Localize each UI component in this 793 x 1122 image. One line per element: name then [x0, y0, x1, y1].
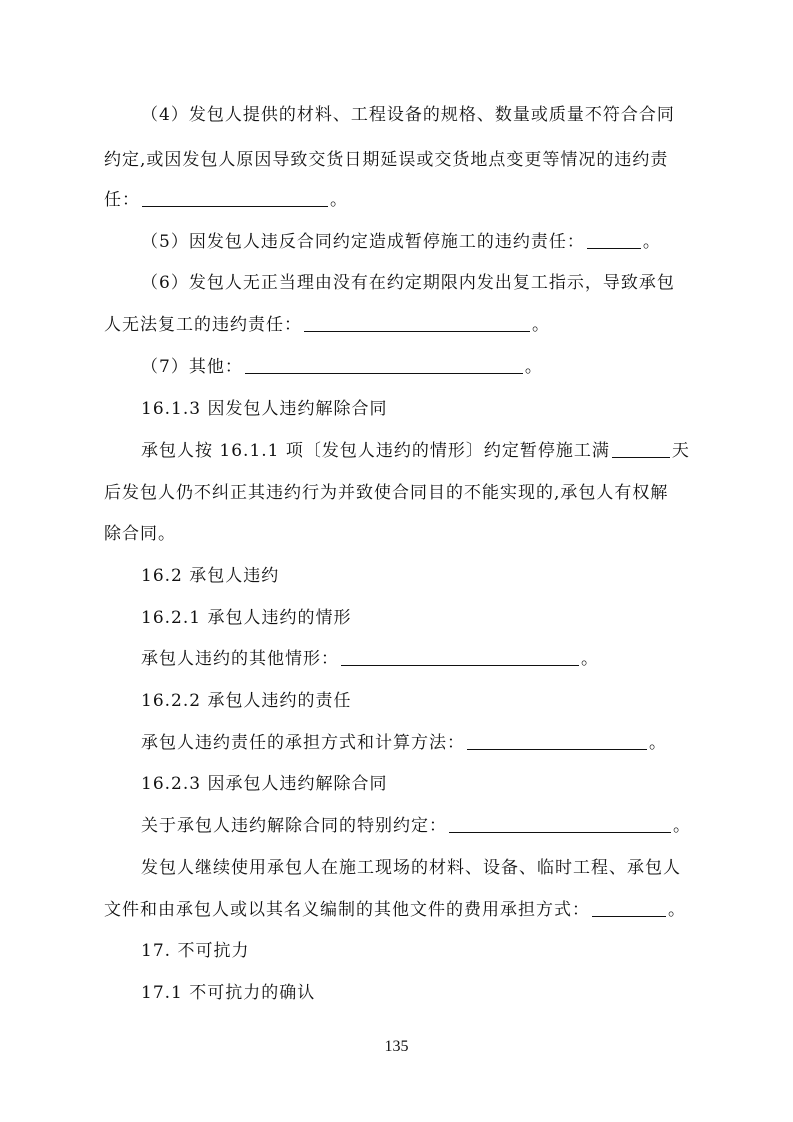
fill-blank[interactable]	[587, 231, 641, 249]
section-16-2-3-line-3	[104, 898, 686, 922]
clause-7-line	[141, 355, 543, 379]
text: 文件和由承包人或以其名义编制的其他文件的费用承担方式：	[104, 900, 590, 920]
fill-blank[interactable]	[341, 648, 579, 666]
fill-blank[interactable]	[592, 899, 666, 917]
clause-5-line	[141, 230, 661, 254]
fill-blank[interactable]	[245, 356, 523, 374]
text: 承包人违约的其他情形：	[141, 649, 339, 669]
clause-4-line-3	[104, 188, 348, 212]
fill-blank[interactable]	[467, 732, 647, 750]
text: 。	[330, 190, 348, 210]
text: 17.1 不可抗力的确认	[141, 983, 316, 1003]
text: 16.2.2 承包人违约的责任	[141, 691, 352, 711]
fill-blank[interactable]	[304, 314, 530, 332]
text: 16.2.3 因承包人违约解除合同	[141, 774, 388, 794]
text: 。	[668, 900, 686, 920]
text: 后发包人仍不纠正其违约行为并致使合同目的不能实现的,承包人有权解	[104, 483, 669, 503]
text: 承包人违约责任的承担方式和计算方法：	[141, 733, 465, 753]
section-16-1-3-line-2	[104, 481, 668, 505]
text: 除合同。	[104, 524, 176, 544]
text: 。	[581, 649, 599, 669]
text: 。	[524, 357, 543, 377]
text: 17. 不可抗力	[141, 941, 250, 961]
text: 天	[671, 441, 690, 461]
section-16-2-2-line	[141, 731, 667, 755]
section-heading-17-1	[141, 981, 315, 1005]
text: 。	[642, 232, 661, 252]
section-heading-16-2-3	[141, 772, 387, 796]
clause-4-line-2	[104, 148, 668, 172]
fill-blank[interactable]	[142, 189, 328, 207]
section-heading-16-1-3	[141, 397, 387, 421]
section-16-1-3-line-3	[104, 522, 176, 546]
text: 承包人按 16.1.1 项〔发包人违约的情形〕约定暂停施工满	[141, 441, 610, 461]
text: （7）其他：	[141, 357, 243, 377]
text: 16.1.3 因发包人违约解除合同	[141, 399, 388, 419]
section-16-2-1-line	[141, 647, 599, 671]
section-heading-17	[141, 939, 249, 963]
text: 任：	[104, 190, 140, 210]
text: 。	[532, 315, 550, 335]
section-heading-16-2-1	[141, 606, 351, 630]
text: （6）发包人无正当理由没有在约定期限内发出复工指示，导致承包	[141, 273, 675, 293]
clause-4-line-1	[141, 103, 675, 127]
page-number: 135	[384, 1038, 409, 1055]
text: 。	[673, 816, 691, 836]
section-16-1-3-line-1	[141, 439, 690, 463]
text: 发包人继续使用承包人在施工现场的材料、设备、临时工程、承包人	[141, 858, 681, 878]
text: （4）发包人提供的材料、工程设备的规格、数量或质量不符合合同	[141, 105, 675, 125]
text: 16.2 承包人违约	[141, 566, 280, 586]
section-heading-16-2	[141, 564, 279, 588]
section-heading-16-2-2	[141, 689, 351, 713]
text: 关于承包人违约解除合同的特别约定：	[141, 816, 447, 836]
fill-blank[interactable]	[449, 815, 671, 833]
text: 约定,或因发包人原因导致交货日期延误或交货地点变更等情况的违约责	[104, 150, 669, 170]
text: 。	[649, 733, 667, 753]
clause-6-line-1	[141, 271, 675, 295]
section-16-2-3-line-1	[141, 814, 691, 838]
text: 人无法复工的违约责任：	[104, 315, 302, 335]
section-16-2-3-line-2	[141, 856, 681, 880]
clause-6-line-2	[104, 313, 550, 337]
text: 16.2.1 承包人违约的情形	[141, 608, 352, 628]
fill-blank[interactable]	[612, 440, 670, 458]
text: （5）因发包人违反合同约定造成暂停施工的违约责任：	[141, 232, 585, 252]
